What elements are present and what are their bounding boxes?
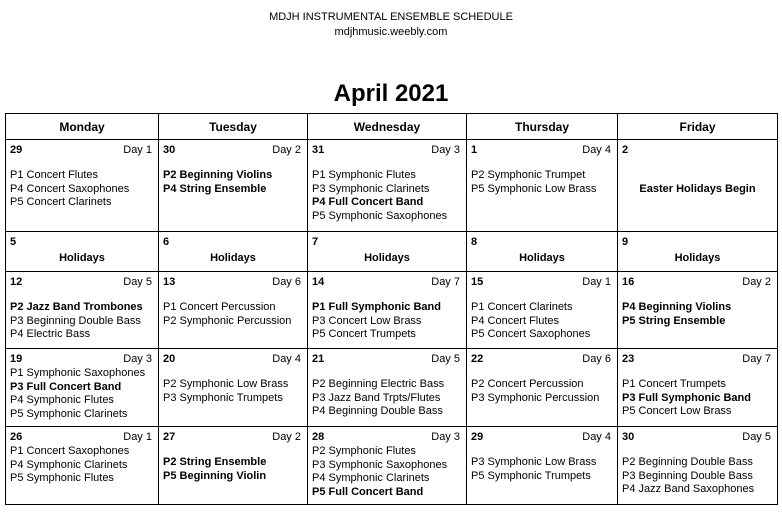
weekday-header: Friday	[618, 114, 778, 140]
date-number: 20	[163, 353, 176, 365]
cycle-day-label: Day 3	[123, 353, 152, 365]
rehearsal-entry: P3 Concert Low Brass	[312, 314, 422, 327]
date-number: 29	[471, 431, 484, 443]
rehearsal-entry: P3 Symphonic Trumpets	[163, 391, 283, 404]
cycle-day-label	[771, 144, 773, 158]
rehearsal-entry: P5 Symphonic Trumpets	[471, 469, 591, 482]
rehearsal-entry: P3 Jazz Band Trpts/Flutes	[312, 391, 441, 404]
rehearsal-entry: P1 Concert Saxophones	[10, 445, 130, 457]
date-number: 23	[622, 353, 635, 365]
calendar-week-row	[6, 427, 778, 505]
rehearsal-entry: P2 Beginning Violins	[163, 169, 273, 181]
calendar-day-cell	[467, 349, 618, 427]
rehearsal-entry: P3 Beginning Double Bass	[622, 469, 753, 482]
weekday-header: Tuesday	[159, 114, 308, 140]
rehearsal-entry: P5 String Ensemble	[622, 314, 726, 327]
cycle-day-label: Day 2	[272, 431, 301, 443]
event-note	[622, 169, 773, 183]
date-number: 31	[312, 144, 325, 156]
cycle-day-label	[460, 236, 462, 250]
rehearsal-entry: P4 Symphonic Flutes	[10, 394, 114, 407]
rehearsal-entry: P4 String Ensemble	[163, 182, 267, 195]
rehearsal-entry: P2 Concert Percussion	[471, 378, 584, 390]
cycle-day-label	[771, 236, 773, 250]
calendar-day-cell	[6, 349, 159, 427]
date-number: 21	[312, 353, 325, 365]
rehearsal-entry: P3 Symphonic Percussion	[471, 391, 600, 404]
rehearsal-entry: P1 Symphonic Saxophones	[10, 367, 146, 379]
rehearsal-entry: P2 Beginning Electric Bass	[312, 378, 445, 390]
rehearsal-entry: P1 Concert Percussion	[163, 301, 276, 313]
rehearsal-entry: P1 Concert Trumpets	[622, 378, 726, 390]
cycle-day-label: Day 1	[123, 144, 152, 156]
date-number: 1	[471, 144, 478, 156]
rehearsal-entry: P5 Symphonic Flutes	[10, 472, 114, 485]
rehearsal-entry: P5 Symphonic Saxophones	[312, 209, 448, 222]
weekday-header: Wednesday	[308, 114, 467, 140]
cycle-day-label: Day 1	[582, 276, 611, 288]
cycle-day-label: Day 7	[431, 276, 460, 288]
calendar-day-cell	[618, 349, 778, 427]
calendar-day-cell	[618, 140, 778, 232]
cycle-day-label: Day 4	[582, 431, 611, 443]
date-number: 6	[163, 236, 170, 248]
rehearsal-entry: P4 Concert Saxophones	[10, 182, 130, 195]
calendar-day-cell	[159, 140, 308, 232]
weekday-header-row	[6, 114, 778, 140]
rehearsal-entry: P3 Symphonic Saxophones	[312, 458, 448, 471]
calendar-week-row	[6, 349, 778, 427]
calendar-day-cell	[308, 232, 467, 272]
calendar-day-cell	[618, 272, 778, 349]
rehearsal-entry: P3 Symphonic Low Brass	[471, 456, 597, 468]
calendar-week-row	[6, 272, 778, 349]
rehearsal-entry: P2 Symphonic Flutes	[312, 445, 416, 457]
date-number: 16	[622, 276, 635, 288]
weekday-header: Monday	[6, 114, 159, 140]
cycle-day-label: Day 3	[431, 431, 460, 443]
cycle-day-label: Day 3	[431, 144, 460, 156]
rehearsal-entry: P3 Full Concert Band	[10, 380, 122, 393]
calendar-day-cell	[308, 140, 467, 232]
month-title: April 2021	[333, 80, 449, 107]
calendar-day-cell	[6, 232, 159, 272]
cycle-day-label: Day 1	[123, 431, 152, 443]
cycle-day-label: Day 4	[582, 144, 611, 156]
calendar-day-cell	[308, 427, 467, 505]
rehearsal-entry: P5 Concert Saxophones	[471, 328, 591, 341]
weekday-header: Thursday	[467, 114, 618, 140]
schedule-title: MDJH INSTRUMENTAL ENSEMBLE SCHEDULE	[269, 11, 513, 23]
date-number: 5	[10, 236, 17, 248]
holiday-label: Holidays	[674, 252, 721, 264]
date-number: 19	[10, 353, 23, 365]
rehearsal-entry: P2 String Ensemble	[163, 456, 267, 468]
date-number: 30	[163, 144, 176, 156]
calendar-day-cell	[308, 349, 467, 427]
date-number: 15	[471, 276, 484, 288]
rehearsal-entry: P2 Symphonic Trumpet	[471, 169, 586, 181]
rehearsal-entry: P5 Concert Low Brass	[622, 405, 732, 418]
cycle-day-label	[301, 236, 303, 250]
date-number: 7	[312, 236, 319, 248]
rehearsal-entry: P1 Concert Flutes	[10, 169, 99, 181]
cycle-day-label: Day 5	[742, 431, 771, 443]
date-number: 29	[10, 144, 23, 156]
rehearsal-entry: P3 Beginning Double Bass	[10, 314, 141, 327]
holiday-label: Holidays	[210, 252, 256, 264]
cycle-day-label: Day 5	[123, 276, 152, 288]
rehearsal-entry: P3 Full Symphonic Band	[622, 391, 751, 404]
cycle-day-label	[611, 236, 613, 250]
rehearsal-entry: P2 Symphonic Percussion	[163, 314, 292, 327]
cycle-day-label: Day 2	[272, 144, 301, 156]
date-number: 28	[312, 431, 325, 443]
calendar-day-cell	[467, 140, 618, 232]
site-url: mdjhmusic.weebly.com	[334, 26, 448, 38]
rehearsal-entry: P4 Jazz Band Saxophones	[622, 483, 755, 496]
rehearsal-entry: P2 Symphonic Low Brass	[163, 378, 289, 390]
date-number: 14	[312, 276, 325, 288]
calendar-day-cell	[308, 272, 467, 349]
rehearsal-entry: P5 Concert Trumpets	[312, 328, 416, 341]
event-note: Easter Holidays Begin	[639, 182, 756, 195]
calendar-day-cell	[159, 232, 308, 272]
date-number: 2	[622, 144, 629, 156]
rehearsal-entry: P1 Full Symphonic Band	[312, 301, 441, 313]
cycle-day-label	[152, 236, 154, 250]
date-number: 30	[622, 431, 635, 443]
calendar-table	[5, 113, 778, 505]
date-number: 9	[622, 236, 629, 248]
date-number: 13	[163, 276, 176, 288]
calendar-week-row	[6, 140, 778, 232]
rehearsal-entry: P4 Beginning Double Bass	[312, 405, 443, 418]
rehearsal-entry: P5 Beginning Violin	[163, 469, 267, 482]
holiday-label: Holidays	[59, 252, 105, 264]
rehearsal-entry: P4 Beginning Violins	[622, 301, 732, 313]
cycle-day-label: Day 4	[272, 353, 301, 365]
holiday-label: Holidays	[364, 252, 410, 264]
date-number: 22	[471, 353, 484, 365]
rehearsal-entry: P4 Symphonic Clarinets	[10, 458, 128, 471]
rehearsal-entry: P4 Symphonic Clarinets	[312, 472, 430, 485]
rehearsal-entry: P5 Full Concert Band	[312, 485, 424, 498]
rehearsal-entry: P5 Concert Clarinets	[10, 196, 112, 209]
calendar-day-cell	[159, 427, 308, 505]
calendar-day-cell	[6, 140, 159, 232]
rehearsal-entry: P2 Beginning Double Bass	[622, 456, 753, 468]
rehearsal-entry: P3 Symphonic Clarinets	[312, 182, 430, 195]
rehearsal-entry: P1 Concert Clarinets	[471, 301, 573, 313]
calendar-day-cell	[467, 232, 618, 272]
calendar-day-cell	[467, 272, 618, 349]
calendar-day-cell	[618, 427, 778, 505]
date-number: 27	[163, 431, 176, 443]
rehearsal-entry: P5 Symphonic Clarinets	[10, 407, 128, 420]
cycle-day-label: Day 7	[742, 353, 771, 365]
date-number: 12	[10, 276, 23, 288]
calendar-day-cell	[159, 272, 308, 349]
calendar-week-row	[6, 232, 778, 272]
cycle-day-label: Day 6	[272, 276, 301, 288]
cycle-day-label: Day 6	[582, 353, 611, 365]
calendar-day-cell	[467, 427, 618, 505]
calendar-day-cell	[6, 272, 159, 349]
date-number: 8	[471, 236, 478, 248]
holiday-label: Holidays	[519, 252, 565, 264]
cycle-day-label: Day 2	[742, 276, 771, 288]
date-number: 26	[10, 431, 23, 443]
rehearsal-entry: P1 Symphonic Flutes	[312, 169, 416, 181]
calendar-day-cell	[6, 427, 159, 505]
calendar-day-cell	[159, 349, 308, 427]
rehearsal-entry: P4 Electric Bass	[10, 328, 91, 341]
rehearsal-entry: P4 Concert Flutes	[471, 314, 560, 327]
cycle-day-label: Day 5	[431, 353, 460, 365]
rehearsal-entry: P4 Full Concert Band	[312, 196, 424, 209]
rehearsal-entry: P5 Symphonic Low Brass	[471, 182, 597, 195]
rehearsal-entry: P2 Jazz Band Trombones	[10, 301, 143, 313]
calendar-day-cell	[618, 232, 778, 272]
